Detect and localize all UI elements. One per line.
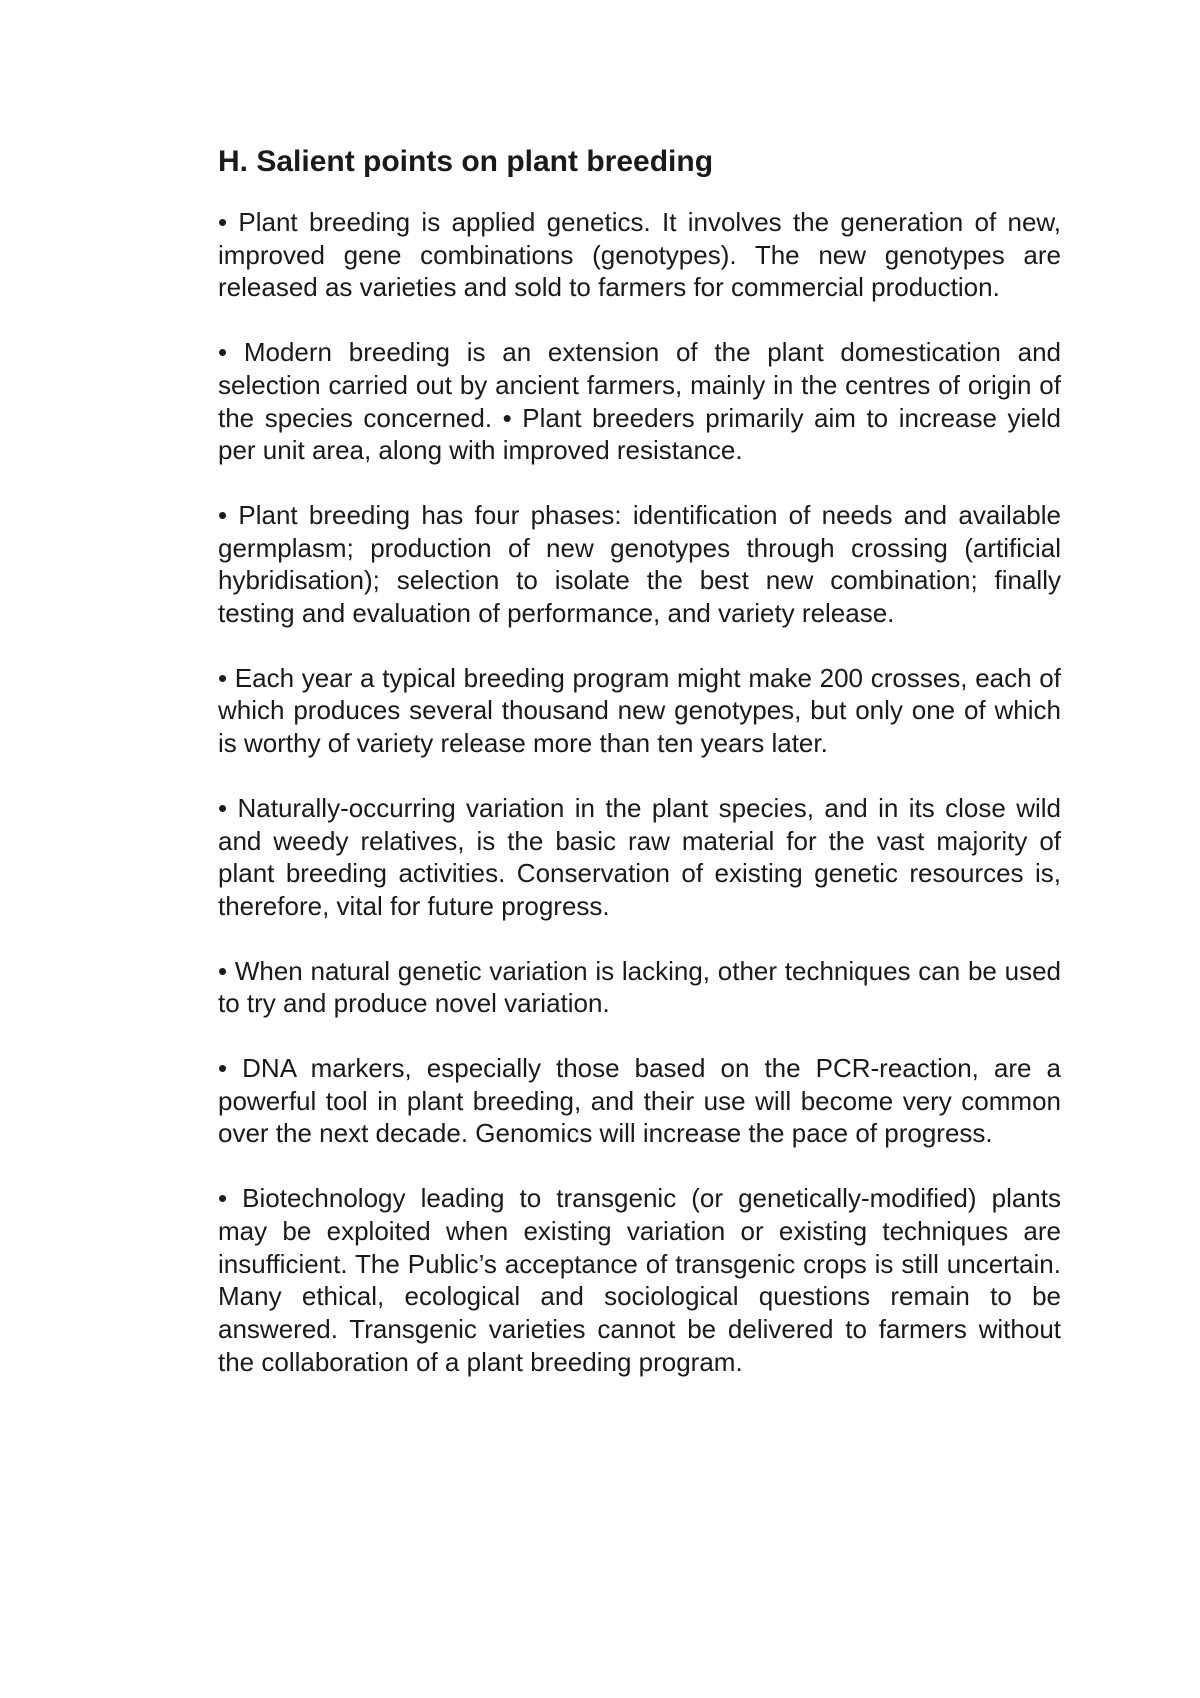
bullet-paragraph: • Plant breeding has four phases: identification of needs and available germplasm; production of new genotypes through crossing (artificial hybridisation); selection to isolate the best new combination; finally testing and evaluation of performance, and variety release. bbox=[218, 499, 1061, 629]
bullet-paragraph: • When natural genetic variation is lacking, other techniques can be used to try and produce novel variation. bbox=[218, 955, 1061, 1019]
bullet-paragraph: • Biotechnology leading to transgenic (or genetically-modified) plants may be exploited when existing variation or existing techniques are insufficient. The Public’s acceptance of transgenic crops is still uncertain. Many ethical, ecological and sociological questions remain to be answered. Transgenic varieties cannot be delivered to farmers without the collaboration of a plant breeding program. bbox=[218, 1183, 1061, 1377]
document-body bbox=[218, 142, 1061, 1378]
bullet-paragraph: • Plant breeding is applied genetics. It involves the generation of new, improved gene combinations (genotypes). The new genotypes are released as varieties and sold to farmers for commercial production. bbox=[218, 207, 1061, 303]
page-title: H. Salient points on plant breeding bbox=[218, 145, 714, 178]
bullet-paragraph: • Modern breeding is an extension of the plant domestication and selection carried out by ancient farmers, mainly in the centres of origin of the species concerned. • Plant breeders primarily aim to increase yield per unit area, along with improved resistance. bbox=[218, 337, 1061, 466]
bullet-paragraph: • Each year a typical breeding program might make 200 crosses, each of which produces several thousand new genotypes, but only one of which is worthy of variety release more than ten years later. bbox=[218, 662, 1061, 759]
bullet-paragraph: • Naturally-occurring variation in the plant species, and in its close wild and weedy relatives, is the basic raw material for the vast majority of plant breeding activities. Conservation of existing genetic resources is, therefore, vital for future progress. bbox=[218, 792, 1061, 921]
bullet-paragraph: • DNA markers, especially those based on the PCR-reaction, are a powerful tool in plant breeding, and their use will become very common over the next decade. Genomics will increase the pace of progress. bbox=[218, 1053, 1061, 1149]
